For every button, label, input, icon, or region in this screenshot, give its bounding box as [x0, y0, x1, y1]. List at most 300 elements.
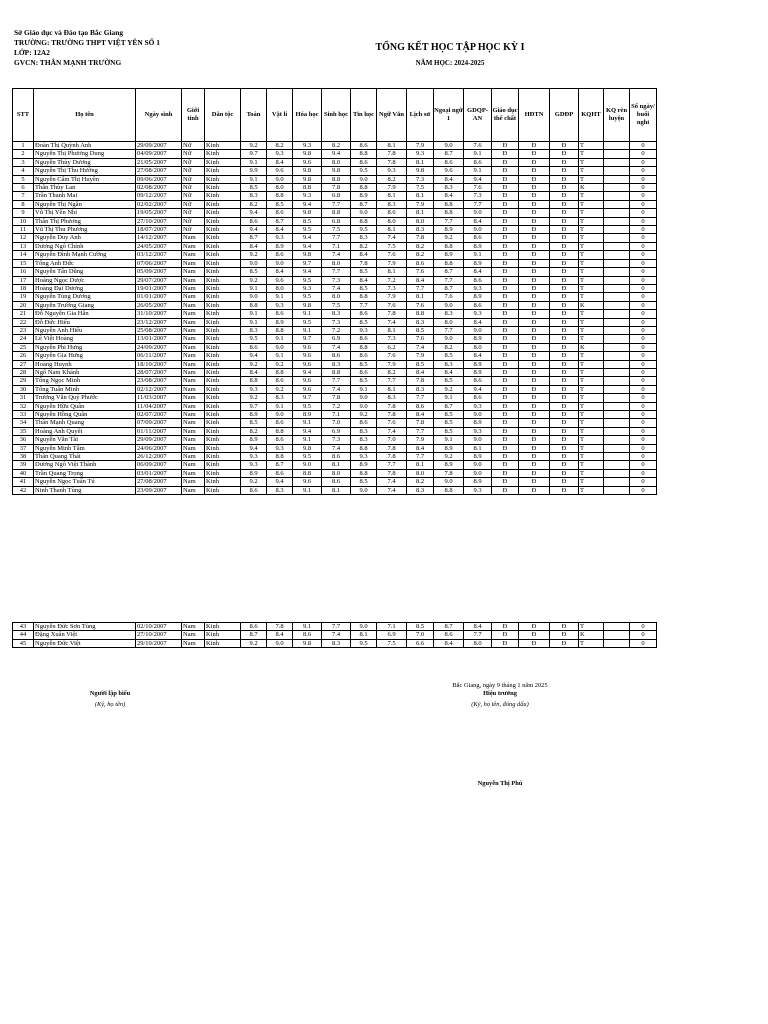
table-cell: Kinh — [205, 639, 241, 647]
table-cell: T — [579, 242, 604, 250]
table-cell: 9.1 — [293, 419, 322, 427]
table-cell: 0 — [630, 427, 657, 435]
table-cell: 38 — [13, 453, 34, 461]
table-cell: Nam — [182, 310, 205, 318]
table-cell: 9.2 — [241, 639, 267, 647]
table-cell: Nữ — [182, 158, 205, 166]
table-cell: 8.6 — [464, 301, 492, 309]
table-cell: Trần Thanh Mai — [34, 192, 136, 200]
table-cell: 11/04/2007 — [136, 402, 182, 410]
column-header: Toán — [241, 89, 267, 142]
table-cell: 7.4 — [322, 284, 351, 292]
table-cell: Vũ Thị Thu Phương — [34, 226, 136, 234]
table-cell: 8.5 — [293, 217, 322, 225]
table-cell: 9.1 — [241, 158, 267, 166]
table-cell: Nam — [182, 352, 205, 360]
table-cell: Đ — [550, 623, 579, 631]
table-cell — [604, 394, 630, 402]
table-cell — [604, 444, 630, 452]
table-cell: 8.0 — [407, 469, 434, 477]
table-cell: 8.8 — [434, 259, 464, 267]
table-cell: Kinh — [205, 268, 241, 276]
table-cell: 8.8 — [293, 469, 322, 477]
table-cell: 9.0 — [293, 461, 322, 469]
table-cell: 9.3 — [351, 326, 377, 334]
table-cell: 8.1 — [407, 461, 434, 469]
table-cell: 8.1 — [322, 461, 351, 469]
table-cell: 8.8 — [351, 150, 377, 158]
table-cell: 8.1 — [407, 192, 434, 200]
table-cell: 8.8 — [241, 301, 267, 309]
table-cell: 8.6 — [351, 335, 377, 343]
table-cell: 0 — [630, 200, 657, 208]
table-cell: 09/06/2007 — [136, 175, 182, 183]
table-cell: Đ — [519, 411, 550, 419]
table-cell: 03/01/2007 — [136, 469, 182, 477]
table-cell: Kinh — [205, 419, 241, 427]
table-cell: 9.4 — [293, 242, 322, 250]
table-cell: Đ — [519, 209, 550, 217]
table-cell: Nam — [182, 234, 205, 242]
table-cell: 8.4 — [434, 175, 464, 183]
table-cell: Đ — [492, 623, 519, 631]
table-cell: 29 — [13, 377, 34, 385]
table-row — [13, 142, 657, 150]
table-cell: Kinh — [205, 259, 241, 267]
table-cell: Đ — [519, 259, 550, 267]
table-cell: T — [579, 326, 604, 334]
grades-table-continued — [12, 622, 657, 648]
table-cell: Đ — [492, 402, 519, 410]
table-cell: 19/05/2007 — [136, 209, 182, 217]
report-title: TỔNG KẾT HỌC TẬP HỌC KỲ I — [375, 42, 525, 53]
column-header: KQ rèn luyện — [604, 89, 630, 142]
table-cell: 17 — [13, 276, 34, 284]
table-cell: Đ — [550, 268, 579, 276]
table-cell: Đ — [550, 352, 579, 360]
table-cell: Đ — [492, 217, 519, 225]
table-cell: 0 — [630, 293, 657, 301]
table-cell: Đ — [519, 335, 550, 343]
table-cell: Đ — [519, 142, 550, 150]
table-cell: 8.4 — [267, 631, 293, 639]
table-cell: Đ — [492, 419, 519, 427]
table-cell: 7.7 — [434, 217, 464, 225]
table-cell: Đ — [550, 251, 579, 259]
table-cell: 9.0 — [351, 402, 377, 410]
table-cell: 8.5 — [407, 326, 434, 334]
column-header: Ngoại ngữ 1 — [434, 89, 464, 142]
table-cell: 5 — [13, 175, 34, 183]
table-cell: 7.8 — [434, 469, 464, 477]
table-cell: 8.5 — [434, 377, 464, 385]
table-cell: 8.6 — [267, 469, 293, 477]
table-cell: 29/07/2007 — [136, 276, 182, 284]
table-cell: T — [579, 310, 604, 318]
table-cell: Đ — [519, 326, 550, 334]
table-cell: 6.8 — [322, 217, 351, 225]
table-cell: 7.0 — [407, 631, 434, 639]
column-header: STT — [13, 89, 34, 142]
table-cell: 8.9 — [434, 461, 464, 469]
table-cell: Đ — [492, 326, 519, 334]
table-cell: 0 — [630, 326, 657, 334]
table-cell: 45 — [13, 639, 34, 647]
table-cell: 8.8 — [351, 444, 377, 452]
table-cell: 8.6 — [434, 158, 464, 166]
table-cell: 02/08/2007 — [136, 184, 182, 192]
table-cell: 9.5 — [293, 318, 322, 326]
table-cell: Nam — [182, 301, 205, 309]
table-cell: 8.3 — [322, 310, 351, 318]
table-cell: 8.2 — [434, 343, 464, 351]
table-row — [13, 167, 657, 175]
table-cell: T — [579, 268, 604, 276]
table-cell: Đ — [492, 192, 519, 200]
table-cell — [604, 326, 630, 334]
table-cell: 7.8 — [377, 453, 407, 461]
table-cell: 7.0 — [377, 436, 407, 444]
table-cell: 0 — [630, 461, 657, 469]
table-cell — [604, 419, 630, 427]
table-cell: 14 — [13, 251, 34, 259]
table-cell — [604, 436, 630, 444]
table-cell: Đỗ Đức Hiếu — [34, 318, 136, 326]
table-cell: K — [579, 343, 604, 351]
table-cell: Nam — [182, 436, 205, 444]
table-cell: Kinh — [205, 276, 241, 284]
table-cell: Đ — [550, 259, 579, 267]
table-cell: 9.6 — [434, 167, 464, 175]
table-cell: Kinh — [205, 158, 241, 166]
table-cell: 27/10/2007 — [136, 631, 182, 639]
table-cell: 0 — [630, 411, 657, 419]
table-cell: Đ — [492, 486, 519, 494]
table-cell: 7.3 — [407, 175, 434, 183]
table-cell: 7.4 — [377, 427, 407, 435]
table-cell: 26 — [13, 352, 34, 360]
table-row — [13, 326, 657, 334]
table-row — [13, 461, 657, 469]
table-cell: 37 — [13, 444, 34, 452]
table-cell: 7.3 — [377, 284, 407, 292]
table-cell: Kinh — [205, 326, 241, 334]
table-cell: Kinh — [205, 444, 241, 452]
table-cell: 23/09/2007 — [136, 486, 182, 494]
table-cell: T — [579, 259, 604, 267]
table-cell: Đ — [550, 444, 579, 452]
table-cell: 9.9 — [241, 167, 267, 175]
table-cell: 8.9 — [464, 478, 492, 486]
table-cell: Kinh — [205, 631, 241, 639]
table-cell: Đ — [550, 639, 579, 647]
table-cell: Đ — [550, 192, 579, 200]
table-cell: 0 — [630, 478, 657, 486]
table-cell: 0 — [630, 402, 657, 410]
table-cell: 7.3 — [322, 318, 351, 326]
table-cell: 7.5 — [377, 242, 407, 250]
table-cell: 7.7 — [322, 200, 351, 208]
table-cell: T — [579, 469, 604, 477]
table-cell: T — [579, 234, 604, 242]
table-cell: Đ — [492, 268, 519, 276]
table-cell: Nam — [182, 276, 205, 284]
table-cell: 8.0 — [464, 343, 492, 351]
table-cell: 0 — [630, 394, 657, 402]
table-cell: 9.2 — [241, 276, 267, 284]
table-cell: Đ — [519, 377, 550, 385]
table-cell: 8.3 — [267, 486, 293, 494]
table-cell: 02/02/2007 — [136, 200, 182, 208]
table-cell: T — [579, 142, 604, 150]
table-cell: Nguyễn Đức Việt — [34, 639, 136, 647]
table-cell: 9.6 — [293, 343, 322, 351]
table-cell: Nguyễn Gia Hưng — [34, 352, 136, 360]
table-cell: 8.4 — [464, 318, 492, 326]
table-cell: 9.6 — [267, 276, 293, 284]
table-cell: 8.2 — [241, 200, 267, 208]
table-cell: 7.1 — [322, 411, 351, 419]
table-cell: Nguyễn Minh Tâm — [34, 444, 136, 452]
table-cell: 8.1 — [377, 385, 407, 393]
table-cell: 14/12/2007 — [136, 234, 182, 242]
table-cell: Đ — [492, 478, 519, 486]
table-cell: Hoàng Đại Dương — [34, 284, 136, 292]
table-cell: 8.1 — [407, 293, 434, 301]
table-cell: 9.0 — [464, 461, 492, 469]
table-cell: T — [579, 360, 604, 368]
table-cell: 0 — [630, 142, 657, 150]
table-cell: Nam — [182, 639, 205, 647]
table-cell: 9.3 — [293, 284, 322, 292]
table-cell: T — [579, 436, 604, 444]
table-cell: 8.9 — [434, 251, 464, 259]
table-cell: 0 — [630, 377, 657, 385]
table-cell: 7.5 — [377, 639, 407, 647]
table-cell: 9.1 — [241, 318, 267, 326]
table-cell: Đ — [519, 184, 550, 192]
table-cell: 8.5 — [351, 318, 377, 326]
table-cell: Đ — [519, 352, 550, 360]
table-cell: 7.4 — [322, 385, 351, 393]
table-cell: 9.0 — [267, 411, 293, 419]
table-cell: Đ — [492, 184, 519, 192]
table-cell: Đ — [550, 310, 579, 318]
table-row — [13, 436, 657, 444]
table-cell: 7.7 — [322, 234, 351, 242]
table-cell: 8.4 — [267, 226, 293, 234]
table-cell: 9.0 — [434, 478, 464, 486]
table-cell: 9.5 — [293, 276, 322, 284]
table-cell: 7.4 — [322, 444, 351, 452]
table-cell: 9.2 — [351, 411, 377, 419]
table-cell: 9.8 — [293, 150, 322, 158]
preparer-title: Người lập biểu — [89, 690, 131, 697]
table-cell: 8.6 — [322, 352, 351, 360]
table-cell: 32 — [13, 402, 34, 410]
table-cell — [604, 623, 630, 631]
table-cell: 9.3 — [293, 142, 322, 150]
table-cell: 9.0 — [267, 259, 293, 267]
table-cell: 8.3 — [407, 486, 434, 494]
table-cell: Nam — [182, 293, 205, 301]
table-cell: 9.1 — [267, 402, 293, 410]
table-cell: 7.3 — [377, 335, 407, 343]
table-cell: Đ — [519, 419, 550, 427]
table-cell: Nữ — [182, 209, 205, 217]
table-cell: 27/10/2007 — [136, 217, 182, 225]
column-header: Vật lí — [267, 89, 293, 142]
school-year: NĂM HỌC: 2024-2025 — [415, 59, 485, 67]
table-cell — [604, 461, 630, 469]
table-cell — [604, 259, 630, 267]
table-cell: Kinh — [205, 293, 241, 301]
table-cell: 8.2 — [407, 242, 434, 250]
table-cell: 24/09/2007 — [136, 343, 182, 351]
table-cell: 0 — [630, 242, 657, 250]
table-row — [13, 352, 657, 360]
table-cell: T — [579, 318, 604, 326]
table-cell: 13 — [13, 242, 34, 250]
table-row — [13, 293, 657, 301]
table-cell: 36 — [13, 436, 34, 444]
table-cell: 8.2 — [267, 142, 293, 150]
table-cell: Đ — [519, 268, 550, 276]
table-cell: Đ — [492, 167, 519, 175]
table-cell: Đ — [550, 326, 579, 334]
table-cell: 9.0 — [241, 259, 267, 267]
table-cell: 05/09/2007 — [136, 268, 182, 276]
table-cell: 7.8 — [377, 402, 407, 410]
table-cell: 8.8 — [351, 293, 377, 301]
table-cell — [604, 142, 630, 150]
table-cell: Vũ Thị Yến Nhi — [34, 209, 136, 217]
table-cell: Kinh — [205, 394, 241, 402]
table-cell: 8.6 — [351, 368, 377, 376]
table-cell: Nữ — [182, 184, 205, 192]
table-cell: Kinh — [205, 486, 241, 494]
table-cell: 9.3 — [241, 453, 267, 461]
table-cell: 8.2 — [407, 478, 434, 486]
table-cell: 8.1 — [464, 444, 492, 452]
table-cell: Đ — [519, 284, 550, 292]
table-cell: Kinh — [205, 167, 241, 175]
table-row — [13, 631, 657, 639]
table-cell: Đ — [492, 301, 519, 309]
table-cell: Đ — [519, 150, 550, 158]
table-cell: Nữ — [182, 175, 205, 183]
table-cell: Đ — [492, 318, 519, 326]
table-cell: 8.7 — [434, 150, 464, 158]
table-row — [13, 259, 657, 267]
table-cell: 8.3 — [377, 200, 407, 208]
table-cell: 9.6 — [293, 360, 322, 368]
table-cell: 9.1 — [351, 385, 377, 393]
table-cell: Nguyễn Thị Ngân — [34, 200, 136, 208]
table-cell: 7.8 — [267, 623, 293, 631]
table-cell: 0 — [630, 310, 657, 318]
table-cell: Đ — [492, 200, 519, 208]
table-cell: 6 — [13, 184, 34, 192]
table-cell: Nam — [182, 444, 205, 452]
table-cell — [604, 478, 630, 486]
table-cell: 7.2 — [322, 402, 351, 410]
table-cell — [604, 209, 630, 217]
table-cell: T — [579, 623, 604, 631]
table-cell: 7.6 — [377, 251, 407, 259]
table-cell: Nguyễn Tấn Dũng — [34, 268, 136, 276]
table-cell: 0 — [630, 251, 657, 259]
table-cell: Nam — [182, 242, 205, 250]
table-cell: 02/07/2007 — [136, 411, 182, 419]
table-cell: Đ — [492, 436, 519, 444]
table-cell: 25/08/2007 — [136, 326, 182, 334]
table-cell: 8.6 — [241, 343, 267, 351]
table-cell: 9.4 — [267, 478, 293, 486]
table-cell: 7.6 — [464, 142, 492, 150]
table-cell: Đ — [492, 343, 519, 351]
table-cell: Kinh — [205, 411, 241, 419]
table-cell: Đ — [492, 639, 519, 647]
table-cell: 0 — [630, 284, 657, 292]
table-cell: 7.1 — [377, 623, 407, 631]
table-cell: 8.6 — [241, 486, 267, 494]
table-row — [13, 242, 657, 250]
table-cell: 0 — [630, 276, 657, 284]
table-cell: Đ — [550, 167, 579, 175]
table-cell: Đ — [519, 478, 550, 486]
table-cell: 8.5 — [351, 284, 377, 292]
table-cell — [604, 301, 630, 309]
table-cell: 8.4 — [407, 411, 434, 419]
table-cell — [604, 469, 630, 477]
table-cell: Đ — [519, 486, 550, 494]
table-cell: 8.5 — [434, 427, 464, 435]
table-cell: 11/03/2007 — [136, 394, 182, 402]
table-row — [13, 377, 657, 385]
table-cell: 7.9 — [407, 436, 434, 444]
table-cell: 8.6 — [351, 142, 377, 150]
table-cell: 7.9 — [407, 352, 434, 360]
table-cell: 0 — [630, 335, 657, 343]
table-cell: 9.5 — [241, 335, 267, 343]
table-cell: 8.2 — [351, 242, 377, 250]
table-cell: Đ — [519, 175, 550, 183]
table-cell: Nguyễn Tùng Dương — [34, 293, 136, 301]
table-cell: 9.1 — [464, 167, 492, 175]
table-cell: Nữ — [182, 192, 205, 200]
table-cell: 0 — [630, 385, 657, 393]
table-cell: T — [579, 150, 604, 158]
table-cell: 07/09/2007 — [136, 419, 182, 427]
table-cell: 8.6 — [464, 234, 492, 242]
table-cell: 9.3 — [377, 167, 407, 175]
table-cell: 42 — [13, 486, 34, 494]
table-cell: Đ — [492, 284, 519, 292]
table-cell: 0 — [630, 360, 657, 368]
table-cell: 34 — [13, 419, 34, 427]
table-cell: 0 — [630, 301, 657, 309]
table-cell: 8.3 — [407, 226, 434, 234]
table-cell: 9.2 — [267, 360, 293, 368]
table-cell: 30 — [13, 385, 34, 393]
column-header: Giới tính — [182, 89, 205, 142]
table-cell: 8.1 — [377, 268, 407, 276]
table-cell: 7.6 — [407, 335, 434, 343]
table-cell: Nam — [182, 419, 205, 427]
table-row — [13, 318, 657, 326]
table-cell: 9.4 — [293, 268, 322, 276]
